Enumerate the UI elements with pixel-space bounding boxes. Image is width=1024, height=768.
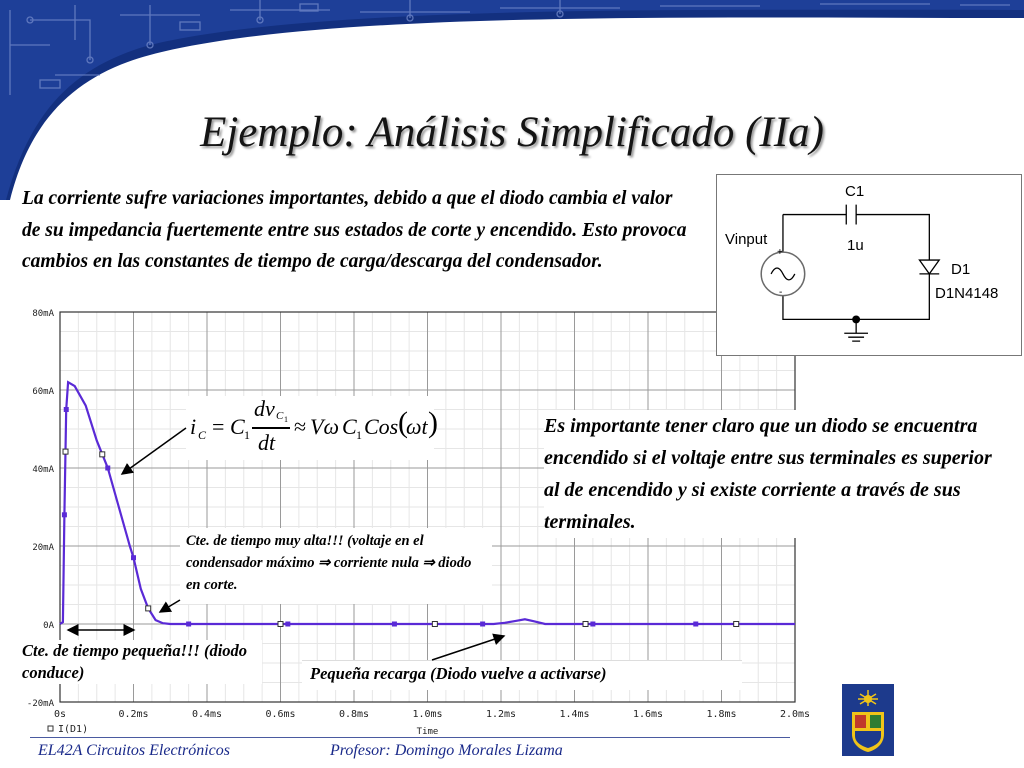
x-tick-label: 1.6ms xyxy=(632,709,664,720)
x-tick-label: 2.0ms xyxy=(779,709,811,720)
eq-equals: = xyxy=(212,414,225,439)
x-tick-label: 0.6ms xyxy=(265,709,296,720)
eq-lhs-sub: C xyxy=(198,428,207,442)
footer-course: EL42A Circuitos Electrónicos xyxy=(38,742,230,759)
cutoff-arrow xyxy=(160,600,180,612)
y-tick-label: 40mA xyxy=(32,465,54,475)
x-tick-label: 0s xyxy=(53,709,67,720)
recharge-note: Pequeña recarga (Diodo vuelve a activarse) xyxy=(302,660,742,690)
eq-rhs-c-sub: 1 xyxy=(356,428,362,442)
x-tick-label: 0.8ms xyxy=(338,709,370,720)
diode-model-label: D1N4148 xyxy=(935,285,999,302)
recharge-arrow xyxy=(432,636,504,660)
y-tick-label: 60mA xyxy=(32,387,54,397)
y-tick-label: 20mA xyxy=(32,543,54,553)
y-tick-label: 0A xyxy=(43,621,54,631)
high-time-constant-note: Cte. de tiempo muy alta!!! (voltaje en el condensador máximo ⇒ corriente nula ⇒ diodo en corte. xyxy=(180,528,492,604)
eq-lhs: i xyxy=(190,414,197,439)
eq-rhs-c: C xyxy=(342,414,357,439)
x-tick-label: 0.2ms xyxy=(118,709,149,720)
x-axis-label: Time xyxy=(416,727,439,737)
eq-rhs-cos: Cos xyxy=(364,414,399,439)
legend-label: I(D1) xyxy=(58,724,89,735)
eq-approx: ≈ xyxy=(294,414,307,439)
diode-name-label: D1 xyxy=(951,261,971,278)
cap-value-label: 1u xyxy=(847,237,864,254)
eq-c1: C xyxy=(230,414,245,439)
source-plus-sign: + xyxy=(777,247,783,258)
diode-on-note: Es importante tener claro que un diodo se encuentra encendido si el voltaje entre sus terminales es superior al de encendido y si existe corriente a través de sus terminales. xyxy=(544,410,1004,538)
eq-close-paren: ) xyxy=(428,406,438,439)
eq-open-paren: ( xyxy=(398,406,408,439)
equation-arrow xyxy=(122,428,186,474)
slide-title: Ejemplo: Análisis Simplificado (IIa) xyxy=(200,109,824,156)
footer-professor: Profesor: Domingo Morales Lizama xyxy=(330,742,563,759)
eq-numerator-sub: C xyxy=(276,410,284,422)
x-tick-label: 1.4ms xyxy=(559,709,590,720)
x-tick-label: 0.4ms xyxy=(191,709,223,720)
eq-rhs-v: Vω xyxy=(310,414,339,439)
x-tick-label: 1.0ms xyxy=(412,709,443,720)
eq-numerator-subsub: 1 xyxy=(284,415,288,424)
source-minus-sign: - xyxy=(779,287,783,298)
low-time-constant-note: Cte. de tiempo pequeña!!! (diodo conduce) xyxy=(22,640,262,684)
eq-c1-sub: 1 xyxy=(244,428,250,442)
eq-rhs-arg: ωt xyxy=(406,414,428,439)
source-label: Vinput xyxy=(725,231,768,248)
intro-paragraph: La corriente sufre variaciones importantes, debido a que el diodo cambia el valor de su impedancia fuertemente entre sus estados de corte y encendido. Esto provoca cambios en las constantes de tiempo de carga/descarga del condensador. xyxy=(22,183,692,278)
cap-name-label: C1 xyxy=(845,183,865,200)
y-tick-label: 80mA xyxy=(32,309,54,319)
y-tick-label: -20mA xyxy=(26,699,54,709)
x-tick-label: 1.2ms xyxy=(485,709,517,720)
eq-denominator: dt xyxy=(258,430,276,455)
university-logo-icon xyxy=(842,684,894,756)
eq-numerator: dv xyxy=(254,396,275,421)
x-tick-label: 1.8ms xyxy=(706,709,737,720)
footer-rule xyxy=(30,737,790,738)
